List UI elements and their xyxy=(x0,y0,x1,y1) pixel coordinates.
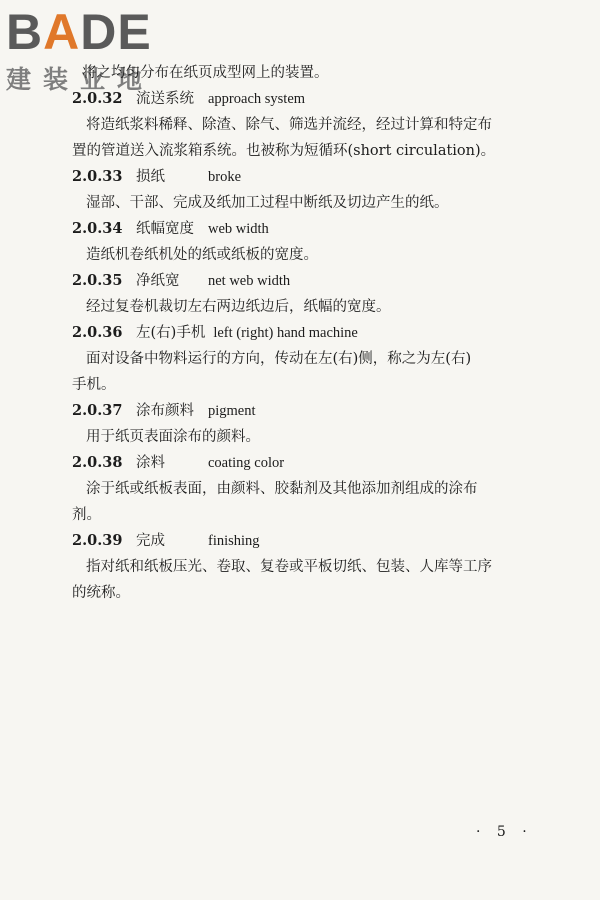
term-definition: 造纸机卷纸机处的纸或纸板的宽度。 xyxy=(86,247,318,263)
term-zh: 涂布颜料 xyxy=(136,403,194,419)
entry-2-0-36 xyxy=(72,320,542,398)
term-en: approach system xyxy=(208,91,306,107)
term-heading xyxy=(72,450,542,476)
term-en: finishing xyxy=(208,533,260,549)
term-definition: 指对纸和纸板压光、卷取、复卷或平板切纸、包装、人库等工序 xyxy=(86,559,492,575)
term-heading xyxy=(72,216,542,242)
term-en: pigment xyxy=(208,403,256,419)
intro-line: 将之均匀分布在纸页成型网上的装置。 xyxy=(82,65,329,81)
term-definition: 涂于纸或纸板表面，由颜料、胶黏剂及其他添加剂组成的涂布 xyxy=(86,481,478,497)
term-number: 2.0.35 xyxy=(72,272,123,289)
term-zh: 左(右)手机 xyxy=(136,325,206,341)
entry-2-0-33 xyxy=(72,164,542,216)
term-en: broke xyxy=(208,169,242,185)
term-en: web width xyxy=(208,221,269,237)
page-number: · 5 · xyxy=(476,824,533,840)
term-heading xyxy=(72,398,542,424)
term-definition: 湿部、干部、完成及纸加工过程中断纸及切边产生的纸。 xyxy=(86,195,449,211)
term-number: 2.0.36 xyxy=(72,324,123,341)
logo-wordmark: BADE xyxy=(6,4,152,60)
term-heading xyxy=(72,164,542,190)
term-definition: 用于纸页表面涂布的颜料。 xyxy=(86,429,260,445)
entry-2-0-35 xyxy=(72,268,542,320)
term-definition: 剂。 xyxy=(72,507,101,523)
term-number: 2.0.37 xyxy=(72,402,123,419)
entry-2-0-32 xyxy=(72,86,542,164)
term-number: 2.0.33 xyxy=(72,168,123,185)
term-heading xyxy=(72,320,542,346)
entry-2-0-38 xyxy=(72,450,542,528)
term-number: 2.0.38 xyxy=(72,454,123,471)
term-en: coating color xyxy=(208,455,285,471)
term-number: 2.0.34 xyxy=(72,220,123,237)
term-zh: 损纸 xyxy=(136,169,165,185)
term-definition: 的统称。 xyxy=(72,585,130,601)
term-number: 2.0.39 xyxy=(72,532,123,549)
term-zh: 净纸宽 xyxy=(136,273,180,289)
term-definition: 手机。 xyxy=(72,377,116,393)
document-body xyxy=(72,60,542,606)
term-definition: 经过复卷机裁切左右两边纸边后，纸幅的宽度。 xyxy=(86,299,391,315)
term-definition: 置的管道送入流浆箱系统。也被称为短循环(short circulation)。 xyxy=(72,143,496,159)
term-en: net web width xyxy=(208,273,291,289)
term-en: left (right) hand machine xyxy=(213,325,358,341)
entry-2-0-39 xyxy=(72,528,542,606)
term-definition: 将造纸浆料稀释、除渣、除气、筛选并流经，经过计算和特定布 xyxy=(86,117,492,133)
term-zh: 纸幅宽度 xyxy=(136,221,194,237)
term-number: 2.0.32 xyxy=(72,90,123,107)
term-zh: 流送系统 xyxy=(136,91,194,107)
term-heading xyxy=(72,86,542,112)
term-zh: 涂料 xyxy=(136,455,165,471)
logo-subtitle: 建装业地 xyxy=(6,65,155,94)
term-heading xyxy=(72,528,542,554)
term-definition: 面对设备中物料运行的方向，传动在左(右)侧，称之为左(右) xyxy=(86,351,472,367)
term-zh: 完成 xyxy=(136,533,165,549)
term-heading xyxy=(72,268,542,294)
entry-2-0-37 xyxy=(72,398,542,450)
entry-2-0-34 xyxy=(72,216,542,268)
